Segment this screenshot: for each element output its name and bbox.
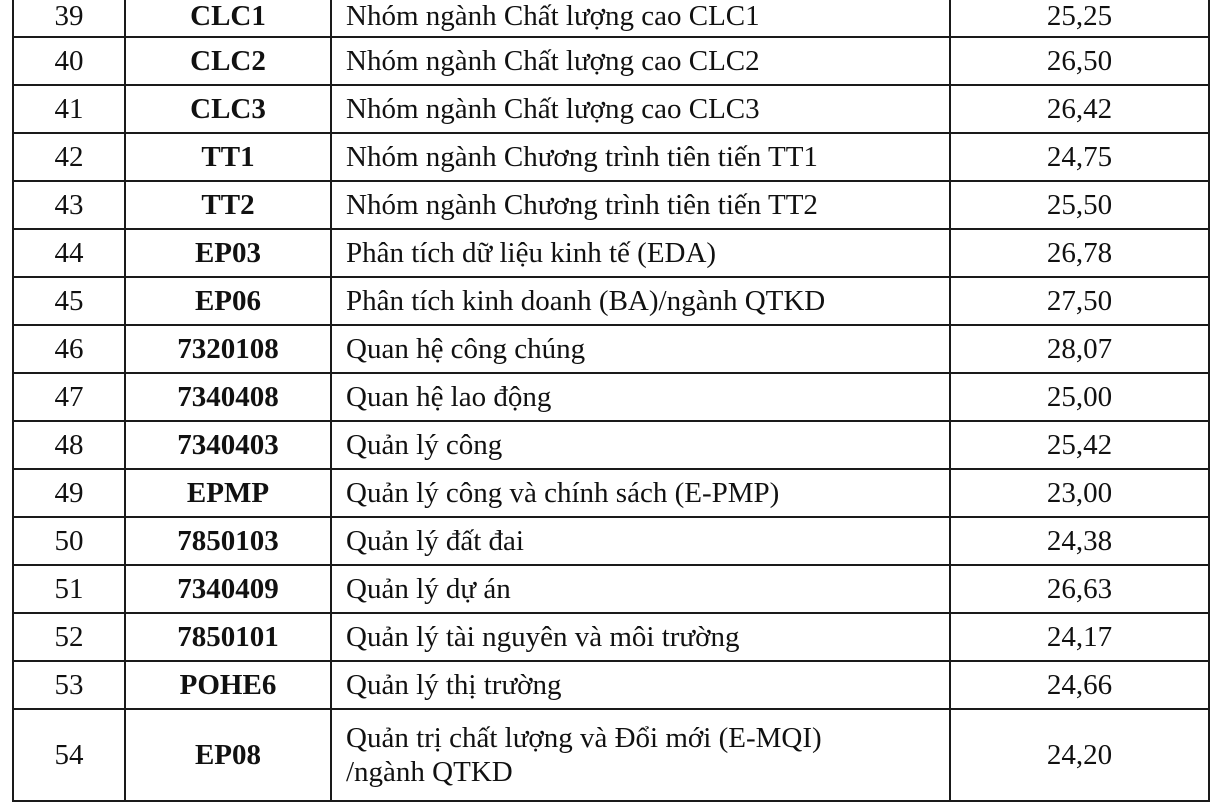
- program-code: EP08: [125, 709, 331, 801]
- program-name: Quản lý công và chính sách (E-PMP): [331, 469, 950, 517]
- program-name: Phân tích kinh doanh (BA)/ngành QTKD: [331, 277, 950, 325]
- cutoff-score: 26,63: [950, 565, 1209, 613]
- program-code: 7340403: [125, 421, 331, 469]
- cutoff-score: 26,42: [950, 85, 1209, 133]
- table-row: [13, 37, 1209, 85]
- table-row: [13, 613, 1209, 661]
- table-row: [13, 181, 1209, 229]
- program-name-line-2: /ngành QTKD: [346, 756, 513, 788]
- program-name: Quan hệ công chúng: [331, 325, 950, 373]
- row-number: 45: [13, 277, 125, 325]
- cutoff-score: 25,25: [950, 0, 1209, 37]
- table-row: [13, 373, 1209, 421]
- admission-score-table: [12, 0, 1210, 802]
- program-name: Nhóm ngành Chương trình tiên tiến TT1: [331, 133, 950, 181]
- table-row: [13, 325, 1209, 373]
- program-name: [331, 709, 950, 801]
- row-number: 42: [13, 133, 125, 181]
- program-code: CLC3: [125, 85, 331, 133]
- program-name: Nhóm ngành Chất lượng cao CLC2: [331, 37, 950, 85]
- program-code: 7340409: [125, 565, 331, 613]
- program-name: Nhóm ngành Chất lượng cao CLC3: [331, 85, 950, 133]
- cutoff-score: 25,42: [950, 421, 1209, 469]
- cutoff-score: 24,66: [950, 661, 1209, 709]
- cutoff-score: 24,20: [950, 709, 1209, 801]
- table-row: [13, 661, 1209, 709]
- table-row: [13, 565, 1209, 613]
- program-code: 7340408: [125, 373, 331, 421]
- program-code: EP03: [125, 229, 331, 277]
- row-number: 43: [13, 181, 125, 229]
- table-row: [13, 469, 1209, 517]
- program-name: Quản lý tài nguyên và môi trường: [331, 613, 950, 661]
- program-name: Phân tích dữ liệu kinh tế (EDA): [331, 229, 950, 277]
- cutoff-score: 24,38: [950, 517, 1209, 565]
- program-code: 7850101: [125, 613, 331, 661]
- program-name: Quản lý thị trường: [331, 661, 950, 709]
- program-code: TT2: [125, 181, 331, 229]
- program-code: EP06: [125, 277, 331, 325]
- program-name-line-1: Quản trị chất lượng và Đổi mới (E-MQI): [346, 722, 822, 754]
- table-row: [13, 133, 1209, 181]
- table-row: [13, 85, 1209, 133]
- cutoff-score: 23,00: [950, 469, 1209, 517]
- cutoff-score: 25,50: [950, 181, 1209, 229]
- table-row: [13, 709, 1209, 801]
- row-number: 47: [13, 373, 125, 421]
- program-code: CLC2: [125, 37, 331, 85]
- program-code: TT1: [125, 133, 331, 181]
- cutoff-score: 25,00: [950, 373, 1209, 421]
- row-number: 51: [13, 565, 125, 613]
- cutoff-score: 28,07: [950, 325, 1209, 373]
- cutoff-score: 26,78: [950, 229, 1209, 277]
- program-name: Nhóm ngành Chất lượng cao CLC1: [331, 0, 950, 37]
- program-code: EPMP: [125, 469, 331, 517]
- row-number: 39: [13, 0, 125, 37]
- program-name: Quản lý công: [331, 421, 950, 469]
- row-number: 44: [13, 229, 125, 277]
- table-row: [13, 517, 1209, 565]
- row-number: 53: [13, 661, 125, 709]
- program-code: CLC1: [125, 0, 331, 37]
- table-row: [13, 229, 1209, 277]
- cutoff-score: 24,17: [950, 613, 1209, 661]
- row-number: 49: [13, 469, 125, 517]
- row-number: 48: [13, 421, 125, 469]
- table-row: [13, 0, 1209, 37]
- row-number: 46: [13, 325, 125, 373]
- program-name: Nhóm ngành Chương trình tiên tiến TT2: [331, 181, 950, 229]
- program-code: POHE6: [125, 661, 331, 709]
- admission-score-table-page: [12, 0, 1208, 802]
- table-row: [13, 277, 1209, 325]
- cutoff-score: 24,75: [950, 133, 1209, 181]
- program-name: Quản lý đất đai: [331, 517, 950, 565]
- table-row: [13, 421, 1209, 469]
- row-number: 54: [13, 709, 125, 801]
- row-number: 50: [13, 517, 125, 565]
- cutoff-score: 26,50: [950, 37, 1209, 85]
- program-code: 7320108: [125, 325, 331, 373]
- program-name: Quản lý dự án: [331, 565, 950, 613]
- cutoff-score: 27,50: [950, 277, 1209, 325]
- program-code: 7850103: [125, 517, 331, 565]
- row-number: 41: [13, 85, 125, 133]
- row-number: 40: [13, 37, 125, 85]
- program-name: Quan hệ lao động: [331, 373, 950, 421]
- row-number: 52: [13, 613, 125, 661]
